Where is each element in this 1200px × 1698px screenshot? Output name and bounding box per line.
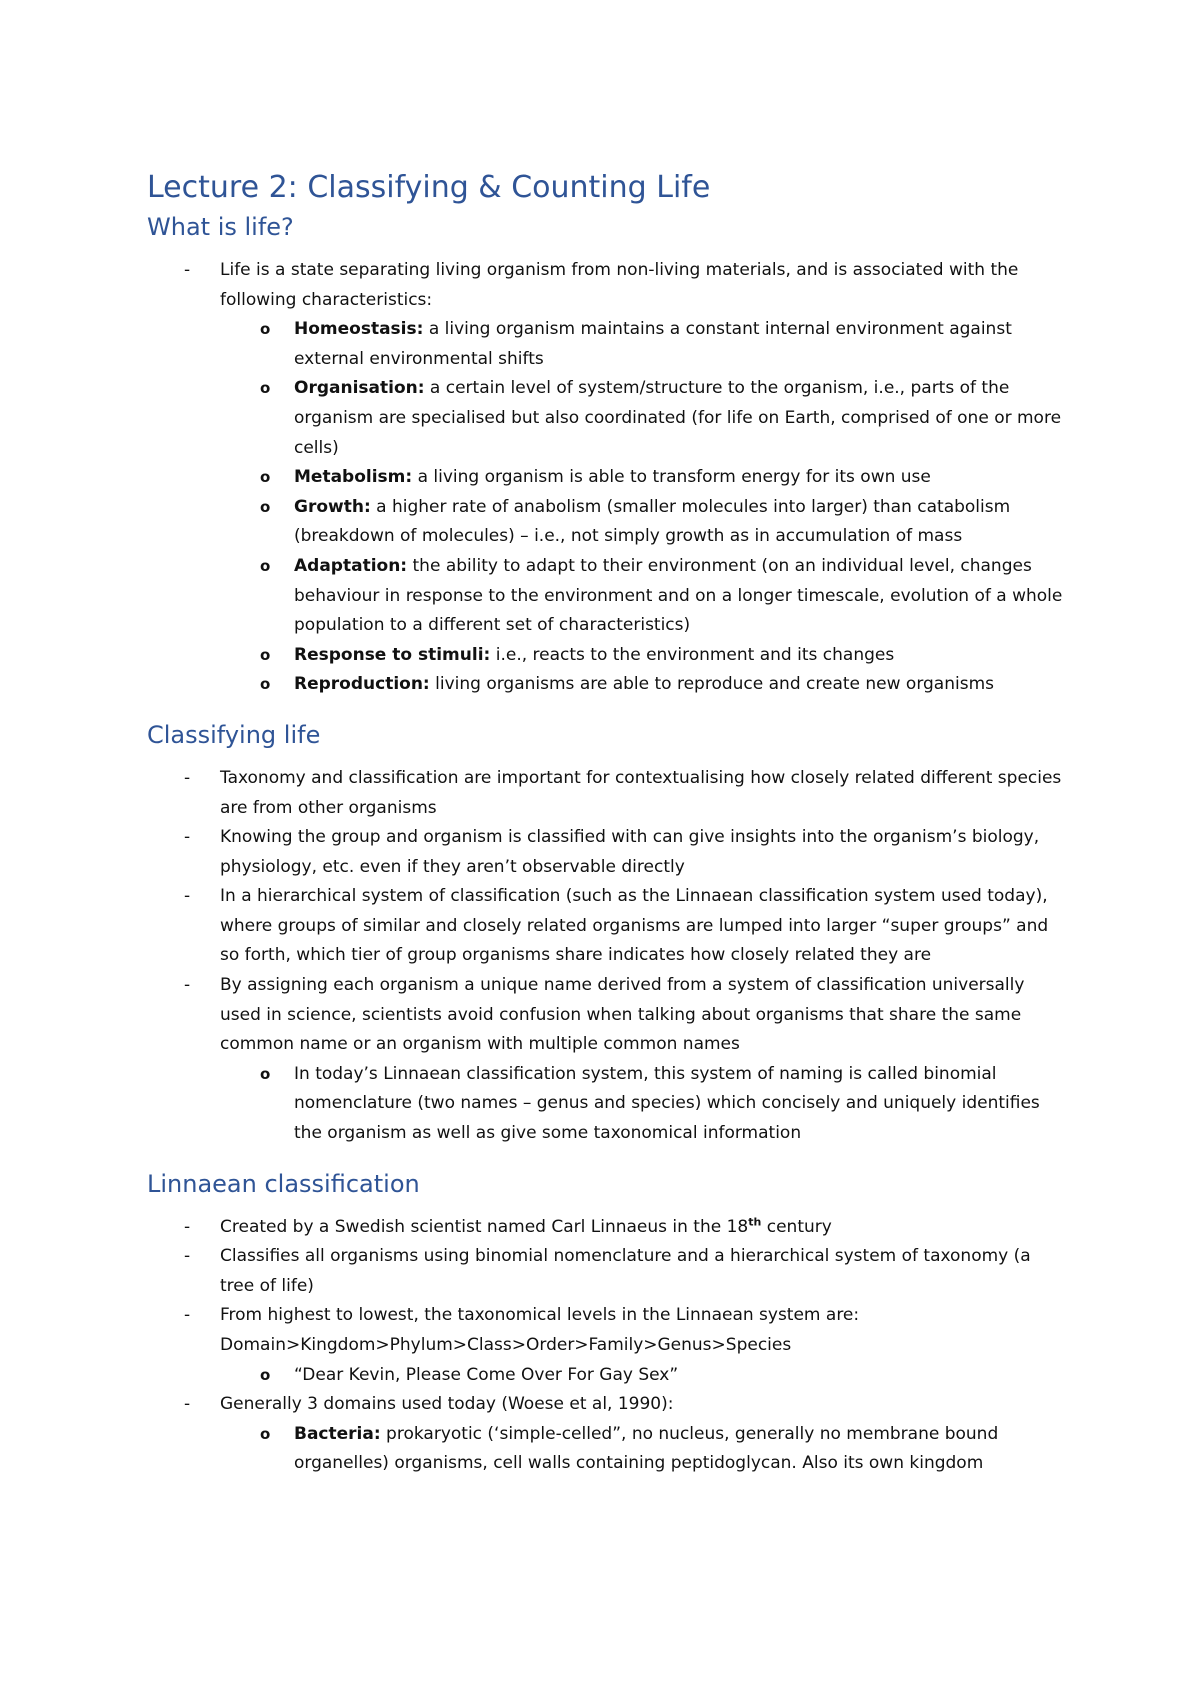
list-item-text: Classifies all organisms using binomial nomenclature and a hierarchical system of taxonomy (a tree of life)	[220, 1246, 1031, 1296]
taxonomy-levels: Domain>Kingdom>Phylum>Class>Order>Family>Genus>Species	[220, 1335, 792, 1355]
term-label: Adaptation:	[294, 555, 408, 576]
dash-bullet: -	[184, 1216, 191, 1237]
dash-bullet: -	[184, 1305, 191, 1326]
dash-bullet: -	[184, 767, 191, 788]
term-text: the ability to adapt to their environment (on an individual level, changes behaviour in response to the environment and on a longer timescale, evolution of a whole population to a different set of characteristics)	[294, 555, 1063, 636]
list-item-text: Generally 3 domains used today (Woese et al, 1990):	[220, 1394, 674, 1415]
sub-list-item	[260, 1420, 1067, 1479]
sub-list-item	[260, 670, 1067, 700]
sub-list-item	[260, 374, 1067, 463]
list-item-text: By assigning each organism a unique name derived from a system of classification universally used in science, scientists avoid confusion when talking about organisms that share the same common name or an organism with multiple common names	[220, 975, 1025, 1055]
circle-bullet: o	[260, 468, 271, 487]
term-text: a living organism is able to transform energy for its own use	[412, 467, 931, 488]
list-item-text: Taxonomy and classification are important for contextualising how closely related different species are from other organisms	[220, 767, 1062, 818]
mnemonic-text: “Dear Kevin, Please Come Over For Gay Sex”	[294, 1364, 679, 1385]
list-item	[147, 882, 1067, 971]
circle-bullet: o	[260, 497, 271, 516]
list-item	[147, 1390, 1067, 1479]
document-page	[147, 168, 1067, 1479]
linnaean-list	[147, 1213, 1067, 1479]
dash-bullet: -	[184, 1394, 191, 1415]
term-label: Reproduction:	[294, 674, 430, 695]
ordinal-superscript: th	[748, 1214, 762, 1228]
sub-list-item	[260, 1361, 1067, 1391]
term-text: i.e., reacts to the environment and its changes	[490, 644, 895, 665]
heading-classifying-life: Classifying life	[147, 720, 321, 749]
domains-sublist	[220, 1420, 1067, 1479]
characteristics-sublist	[220, 315, 1067, 700]
list-item	[147, 1213, 1067, 1243]
dash-bullet: -	[184, 827, 191, 848]
circle-bullet: o	[260, 1365, 271, 1384]
dash-bullet: -	[184, 1246, 191, 1267]
sub-list-item	[260, 1060, 1067, 1149]
circle-bullet: o	[260, 645, 271, 664]
sub-list-item	[260, 493, 1067, 552]
term-text: a certain level of system/structure to the organism, i.e., parts of the organism are specialised but also coordinated (for life on Earth, comprised of one or more cells)	[294, 378, 1062, 458]
circle-bullet: o	[260, 1424, 271, 1443]
term-text: living organisms are able to reproduce and create new organisms	[429, 674, 994, 695]
dash-bullet: -	[184, 975, 191, 996]
page-title: Lecture 2: Classifying & Counting Life	[147, 170, 711, 205]
term-text: prokaryotic (‘simple-celled”, no nucleus, generally no membrane bound organelles) organisms, cell walls containing peptidoglycan. Also its own kingdom	[294, 1423, 999, 1474]
mnemonic-sublist	[220, 1361, 1067, 1391]
circle-bullet: o	[260, 1064, 271, 1083]
circle-bullet: o	[260, 320, 271, 339]
dash-bullet: -	[184, 886, 191, 907]
term-label: Response to stimuli:	[294, 644, 491, 665]
list-item-text-post: century	[761, 1216, 832, 1237]
what-is-life-list	[147, 256, 1067, 700]
list-item	[147, 1242, 1067, 1301]
sub-list-item	[260, 315, 1067, 374]
term-label: Homeostasis:	[294, 319, 424, 340]
circle-bullet: o	[260, 675, 271, 694]
dash-bullet: -	[184, 260, 191, 280]
term-text: a higher rate of anabolism (smaller molecules into larger) than catabolism (breakdown of molecules) – i.e., not simply growth as in accumulation of mass	[294, 496, 1011, 547]
list-item	[147, 256, 1067, 700]
list-item-text-pre: Created by a Swedish scientist named Carl Linnaeus in the 18	[220, 1216, 749, 1237]
list-item	[147, 764, 1067, 823]
sub-list-item	[260, 641, 1067, 671]
list-item	[147, 1301, 1067, 1390]
list-item-text: Life is a state separating living organism from non-living materials, and is associated with the following characteristics:	[220, 260, 1019, 310]
term-label: Metabolism:	[294, 467, 413, 488]
term-label: Growth:	[294, 496, 371, 517]
list-item-text: In a hierarchical system of classification (such as the Linnaean classification system used today), where groups of similar and closely related organisms are lumped into larger “super groups” and so forth, which tier of group organisms share indicates how closely related they are	[220, 886, 1049, 966]
term-label: Organisation:	[294, 378, 425, 399]
circle-bullet: o	[260, 556, 271, 575]
list-item	[147, 971, 1067, 1149]
sub-list-item	[260, 463, 1067, 493]
term-label: Bacteria:	[294, 1423, 381, 1444]
naming-sublist	[220, 1060, 1067, 1149]
term-text: a living organism maintains a constant internal environment against external environmental shifts	[294, 319, 1012, 369]
circle-bullet: o	[260, 379, 271, 398]
list-item	[147, 823, 1067, 882]
list-item-text: Knowing the group and organism is classified with can give insights into the organism’s biology, physiology, etc. even if they aren’t observable directly	[220, 827, 1040, 877]
sub-list-item	[260, 552, 1067, 641]
classifying-life-list	[147, 764, 1067, 1149]
sub-list-item-text: In today’s Linnaean classification system, this system of naming is called binomial nomenclature (two names – genus and species) which concisely and uniquely identifies the organism as well as give some taxonomical information	[294, 1063, 1040, 1144]
heading-linnaean-classification: Linnaean classification	[147, 1169, 420, 1198]
heading-what-is-life: What is life?	[147, 213, 294, 241]
list-item-text: From highest to lowest, the taxonomical levels in the Linnaean system are:	[220, 1305, 860, 1326]
